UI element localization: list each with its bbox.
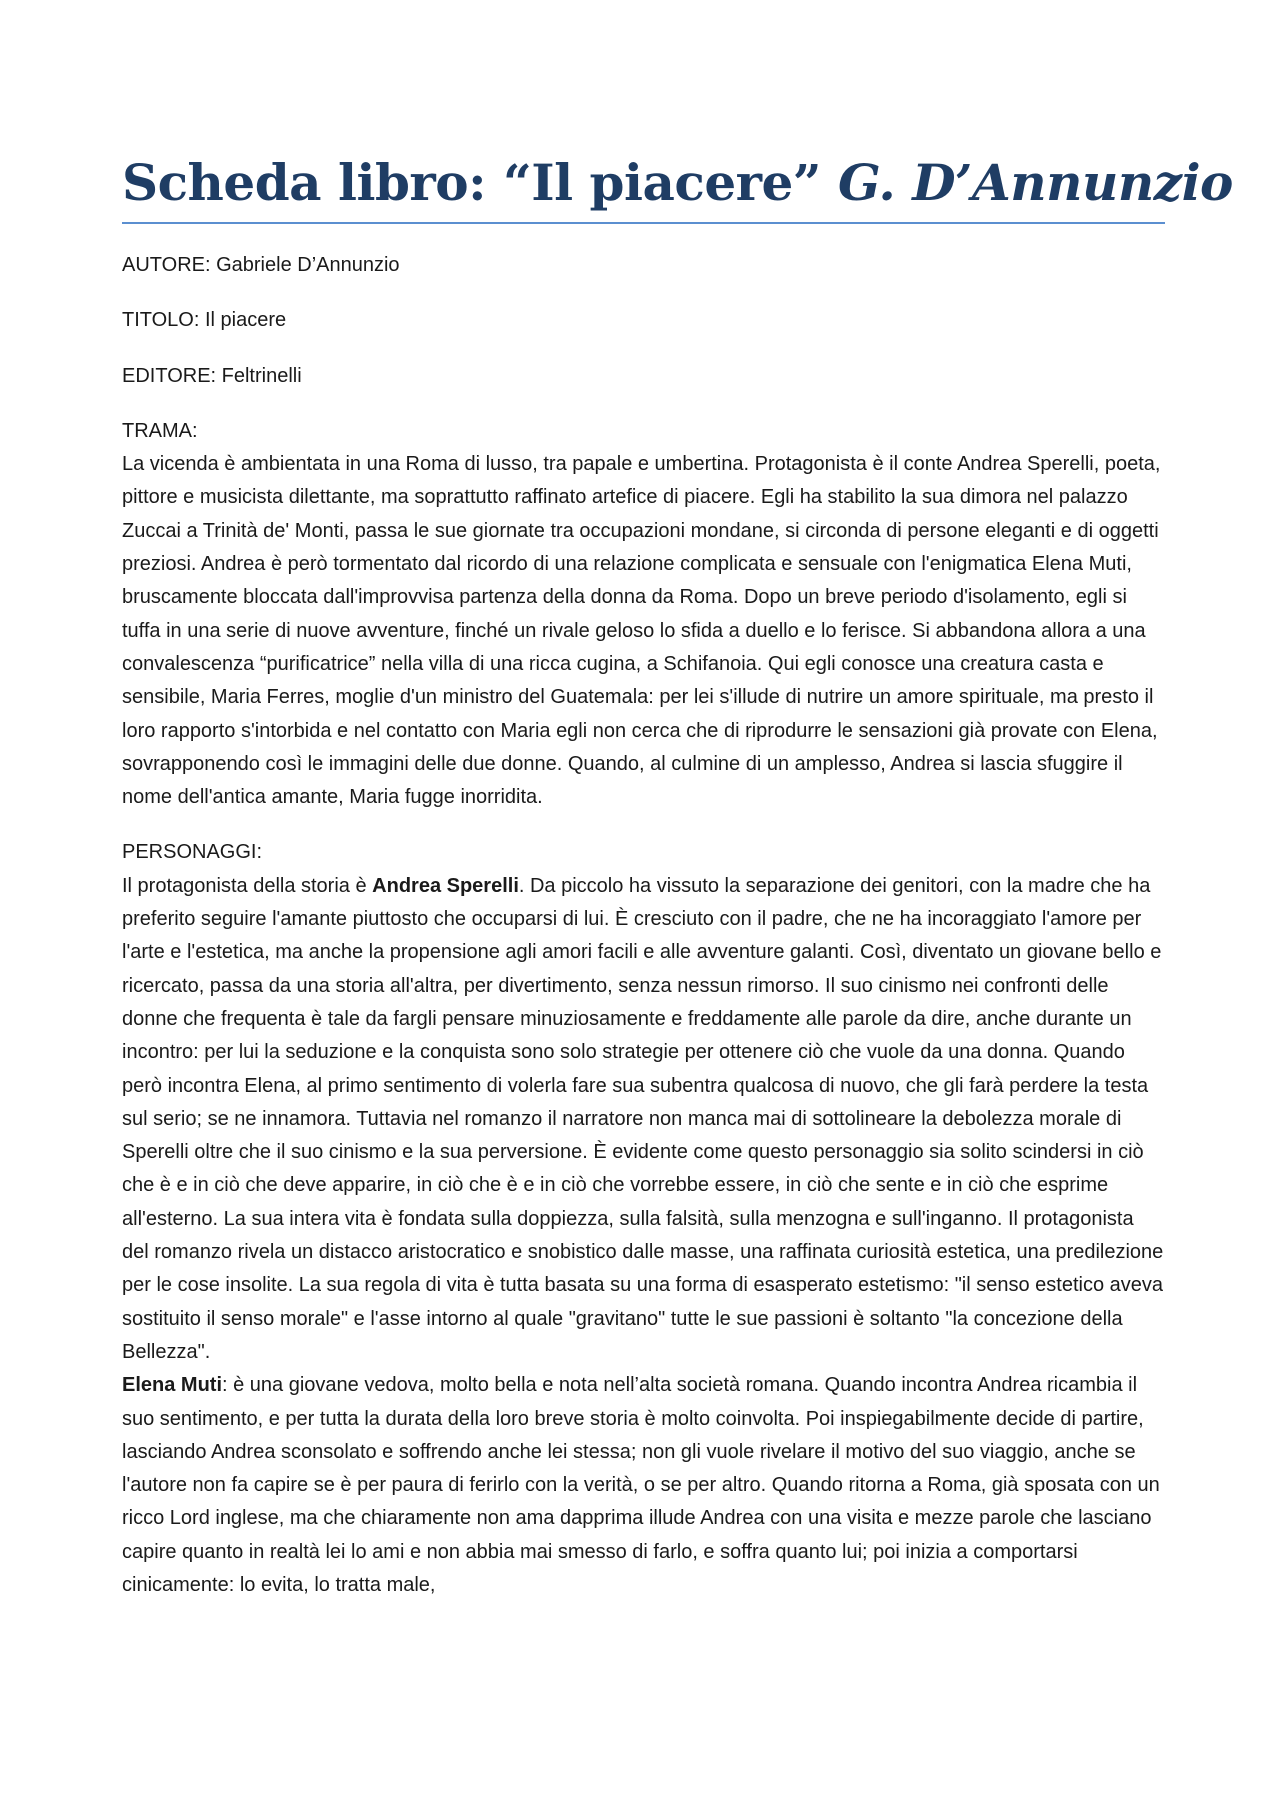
character-name-andrea: Andrea Sperelli: [372, 874, 519, 897]
plot-text: La vicenda è ambientata in una Roma di lusso, tra papale e umbertina. Protagonista è il conte Andrea Sperelli, poeta, pittore e musicista dilettante, ma soprattutto raffinato artefice di piacere. Egli ha stabilito la sua dimora nel palazzo Zuccai a Trinità de' Monti, passa le sue giornate tra occupazioni mondane, si circonda di persone eleganti e di oggetti preziosi. Andrea è però tormentato dal ricordo di una relazione complicata e sensuale con l'enigmatica Elena Muti, bruscamente bloccata dall'improvvisa partenza della donna da Roma. Dopo un breve periodo d'isolamento, egli si tuffa in una serie di nuove avventure, finché un rivale geloso lo sfida a duello e lo ferisce. Si abbandona allora a una convalescenza “purificatrice” nella villa di una ricca cugina, a Schifanoia. Qui egli conosce una creatura casta e sensibile, Maria Ferres, moglie d'un ministro del Guatemala: per lei s'illude di nutrire un amore spirituale, ma presto il loro rapporto s'intorbida e nel contatto con Maria egli non cerca che di riprodurre le sensazioni già provate con Elena, sovrapponendo così le immagini delle due donne. Quando, al culmine di un amplesso, Andrea si lascia sfuggire il nome dell'antica amante, Maria fugge inorridita.: [122, 453, 1161, 809]
andrea-description: . Da piccolo ha vissuto la separazione dei genitori, con la madre che ha preferito seguire l'amante piuttosto che occuparsi di lui. È cresciuto con il padre, che ne ha incoraggiato l'amore per l'arte e l'estetica, ma anche la propensione agli amori facili e alle avventure galanti. Così, diventato un giovane bello e ricercato, passa da una storia all'altra, per divertimento, senza nessun rimorso. Il suo cinismo nei confronti delle donne che frequenta è tale da fargli pensare minuziosamente e freddamente alle parole da dire, anche durante un incontro: per lui la seduzione e la conquista sono solo strategie per ottenere ciò che vuole da una donna. Quando però incontra Elena, al primo sentimento di volerla fare sua subentra qualcosa di nuovo, che gli farà perdere la testa sul serio; se ne innamora. Tuttavia nel romanzo il narratore non manca mai di sottolineare la debolezza morale di Sperelli oltre che il suo cinismo e la sua perversione. È evidente come questo personaggio sia solito scindersi in ciò che è e in ciò che deve apparire, in ciò che è e in ciò che vorrebbe essere, in ciò che sente e in ciò che esprime all'esterno. La sua intera vita è fondata sulla doppiezza, sulla falsità, sulla menzogna e sull'inganno. Il protagonista del romanzo rivela un distacco aristocratico e snobistico dalle masse, una raffinata curiosità estetica, una predilezione per le cose insolite. La sua regola di vita è tutta basata su una forma di esasperato estetismo: "il senso estetico aveva sostituito il senso morale" e l'asse intorno al quale "gravitano" tutte le sue passioni è soltanto "la concezione della Bellezza".: [122, 874, 1164, 1363]
character-andrea-paragraph: [122, 870, 1165, 1369]
plot-label: TRAMA:: [122, 419, 198, 442]
plot-section: [122, 415, 1165, 815]
characters-section: [122, 836, 1165, 1602]
author-field: AUTORE: Gabriele D’Annunzio: [122, 254, 400, 276]
document-title: [122, 150, 1233, 224]
elena-description: : è una giovane vedova, molto bella e nota nell’alta società romana. Quando incontra Andrea ricambia il suo sentimento, e per tutta la durata della loro breve storia è molto coinvolta. Poi inspiegabilmente decide di partire, lasciando Andrea sconsolato e soffrendo anche lei stessa; non gli vuole rivelare il motivo del suo viaggio, anche se l'autore non fa capire se è per paura di ferirlo con la verità, o se per altro. Quando ritorna a Roma, già sposata con un ricco Lord inglese, ma che chiaramente non ama dapprima illude Andrea con una visita e mezze parole che lasciano capire quanto in realtà lei lo ami e non abbia mai smesso di farlo, e soffra quanto lui; poi inizia a comportarsi cinicamente: lo evita, lo tratta male,: [122, 1374, 1160, 1596]
publisher-field: EDITORE: Feltrinelli: [122, 364, 302, 387]
characters-label: PERSONAGGI:: [122, 841, 263, 864]
character-name-elena: Elena Muti: [122, 1374, 223, 1397]
title-field: TITOLO: Il piacere: [122, 309, 287, 332]
title-main: Scheda libro: “Il piacere”: [122, 153, 838, 212]
title-author: G. D’Annunzio: [837, 153, 1233, 212]
document-page: [122, 150, 1233, 1602]
character-elena-paragraph: [122, 1369, 1165, 1602]
andrea-lead: Il protagonista della storia è: [122, 874, 373, 897]
